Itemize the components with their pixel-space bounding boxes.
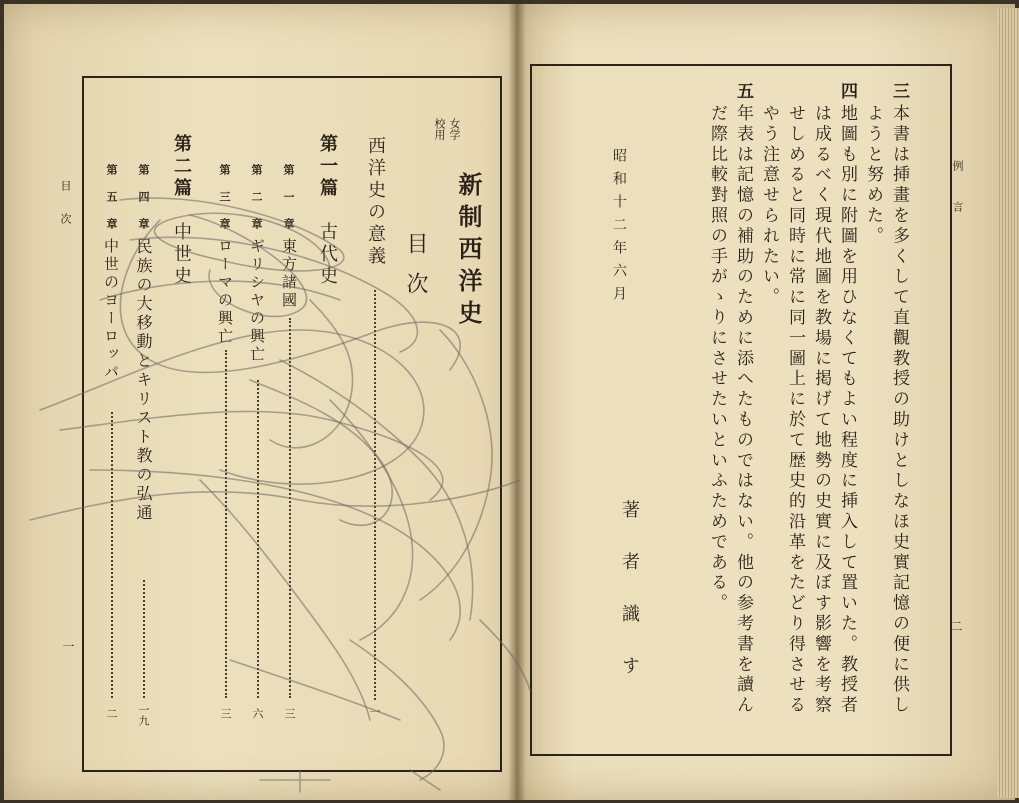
toc-part-2: 第二篇 bbox=[171, 134, 192, 200]
toc-page-number: 三 bbox=[219, 708, 232, 719]
note-number: 三 bbox=[889, 82, 909, 103]
toc-chapter-label: 第一章 bbox=[282, 164, 295, 245]
note-line: だ際比較對照の手がゝりにさせたいといふためである。 bbox=[707, 104, 727, 614]
toc-chapter-title: ギリシヤの興亡 bbox=[248, 238, 266, 364]
page-edges bbox=[997, 8, 1019, 798]
toc-chapter-title: ローマの興亡 bbox=[216, 238, 234, 346]
toc-part-2-title: 中世史 bbox=[171, 222, 192, 288]
contents-title: 目次 bbox=[403, 232, 428, 312]
toc-chapter-label: 第五章 bbox=[105, 164, 118, 245]
note-number: 五 bbox=[733, 82, 753, 103]
toc-leader-dots bbox=[225, 350, 227, 698]
note-line: ようと努めた。 bbox=[863, 104, 883, 247]
toc-page-number: 一九 bbox=[137, 704, 150, 726]
toc-chapter-title: 民族の大移動とキリスト教の弘通 bbox=[134, 238, 153, 523]
school-use-badge bbox=[432, 118, 462, 162]
toc-chapter-title: 東方諸國 bbox=[280, 238, 298, 310]
page-number-left: 一 bbox=[61, 640, 75, 652]
running-head-left: 目次 bbox=[59, 180, 72, 246]
book-gutter bbox=[508, 0, 526, 803]
toc-page-number: 六 bbox=[251, 708, 264, 719]
note-line: は成るべく現代地圖を教場に掲げて地勢の史實に及ぼす影響を考察 bbox=[811, 104, 831, 716]
preface-date: 昭和十二年六月 bbox=[611, 148, 627, 309]
toc-chapter-label: 第三章 bbox=[218, 164, 231, 245]
toc-chapter-label: 第二章 bbox=[250, 164, 263, 245]
toc-page-number: 三 bbox=[283, 708, 296, 719]
author-signature: 著者識す bbox=[619, 500, 640, 708]
badge-line-2: 校用 bbox=[433, 118, 446, 140]
note-line: せしめると同時に常に同一圖上に於て歴史的沿革をたどり得させる bbox=[785, 104, 805, 716]
note-line: 年表は記憶の補助のために添へたものではない。他の参考書を讀ん bbox=[733, 104, 753, 716]
running-head-right: 例言 bbox=[951, 160, 964, 242]
toc-introduction: 西洋史の意義 bbox=[365, 136, 386, 268]
toc-leader-dots bbox=[143, 580, 145, 698]
toc-leader-dots bbox=[374, 290, 376, 700]
note-line: 地圖も別に附圖を用ひなくてもよい程度に挿入して置いた。教授者 bbox=[837, 104, 857, 716]
toc-leader-dots bbox=[111, 412, 113, 698]
page-number-right: 二 bbox=[949, 620, 963, 632]
badge-line-1: 女学 bbox=[448, 118, 461, 140]
toc-chapter-label: 第四章 bbox=[137, 164, 150, 245]
toc-chapter-title: 中世のヨーロッパ bbox=[102, 238, 120, 382]
toc-part-1-title: 古代史 bbox=[317, 222, 338, 288]
toc-part-1: 第一篇 bbox=[317, 134, 338, 200]
note-line: 本書は挿畫を多くして直觀教授の助けとしなほ史實記憶の便に供し bbox=[889, 104, 909, 716]
note-number: 四 bbox=[837, 82, 857, 103]
toc-leader-dots bbox=[289, 318, 291, 698]
toc-page-number: 一 bbox=[368, 706, 381, 717]
toc-page-number: 二 bbox=[105, 708, 118, 719]
book-title: 新制西洋史 bbox=[454, 172, 483, 332]
toc-leader-dots bbox=[257, 380, 259, 698]
note-line: やう注意せられたい。 bbox=[759, 104, 779, 308]
